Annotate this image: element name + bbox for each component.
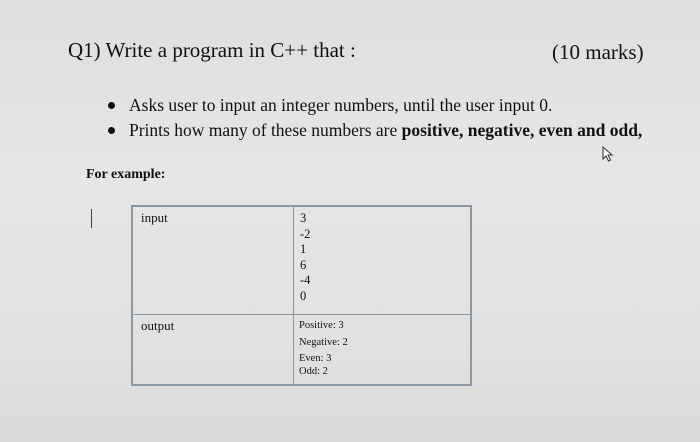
output-line: Positive: 3 (299, 320, 344, 331)
requirements-list (108, 93, 642, 143)
input-row (132, 206, 471, 315)
requirement-item (108, 118, 642, 143)
input-values-cell (294, 206, 472, 315)
output-line: Even: 3 (299, 353, 332, 364)
requirement-item (108, 93, 642, 118)
bullet-icon (108, 102, 115, 109)
text-cursor-icon (91, 209, 92, 228)
input-value: 3 (300, 211, 307, 225)
requirement-bold: positive, negative, even and odd, (401, 120, 643, 140)
bullet-icon (108, 127, 115, 134)
requirement-text (129, 118, 642, 143)
output-line: Negative: 2 (299, 336, 348, 348)
output-line: Odd: 2 (299, 365, 328, 377)
input-value: 1 (300, 242, 307, 256)
input-value: 6 (300, 257, 307, 272)
question-marks: (10 marks) (552, 40, 644, 64)
input-label: input (132, 206, 294, 315)
example-heading: For example: (86, 167, 166, 182)
output-values-cell (294, 315, 472, 386)
example-table (131, 205, 472, 386)
requirement-prefix: Prints how many of these numbers are (129, 120, 402, 140)
output-label: output (132, 315, 294, 386)
input-value: -4 (300, 273, 311, 287)
input-value: 0 (300, 288, 307, 303)
output-row (132, 315, 471, 386)
mouse-pointer-icon (602, 146, 618, 162)
requirement-text: Asks user to input an integer numbers, until the user input 0. (129, 95, 553, 115)
question-title: Q1) Write a program in C++ that : (68, 38, 356, 62)
input-value: -2 (300, 226, 311, 241)
